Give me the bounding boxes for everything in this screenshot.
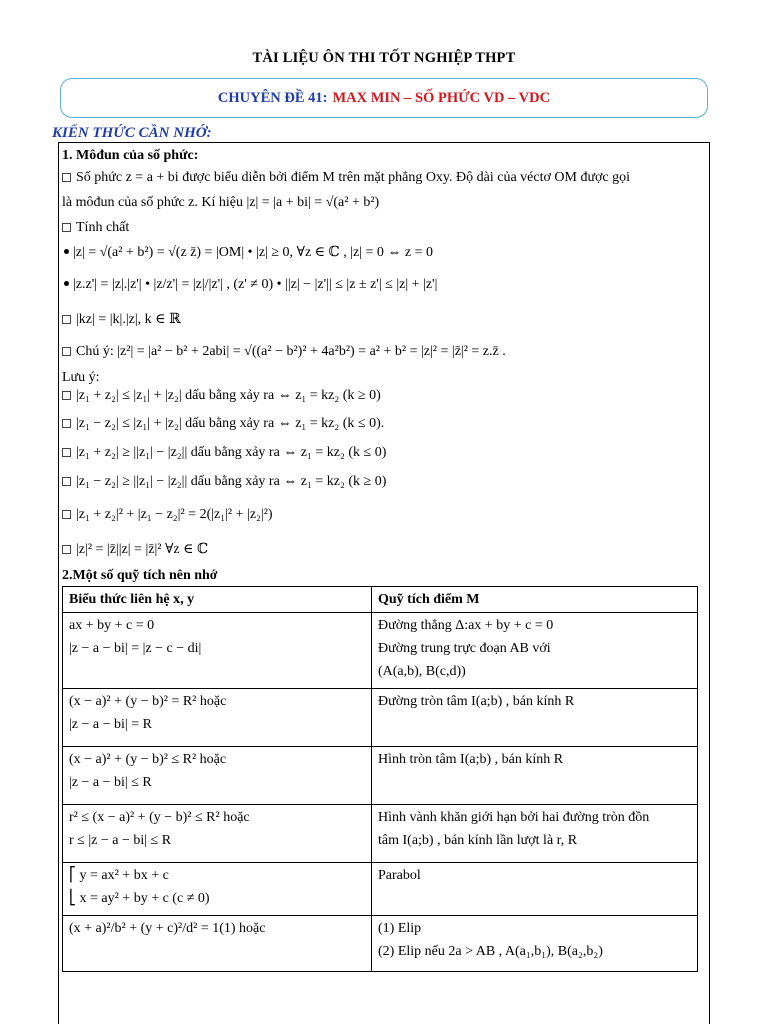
cell-line: Đường trung trực đoạn AB với — [378, 641, 551, 656]
properties-label: Tính chất — [62, 218, 129, 238]
table-header-cell: Quỹ tích điểm M — [372, 587, 698, 613]
remark-label: Lưu ý: — [62, 370, 100, 385]
chapter-banner — [60, 78, 708, 118]
cell-line: Hình vành khăn giới hạn bởi hai đường tròn đồn — [378, 810, 650, 825]
checkbox-bullet-icon — [62, 173, 71, 182]
checkbox-bullet-icon — [62, 347, 71, 356]
cell-line: (x − a)² + (y − b)² = R² hoặc — [69, 694, 227, 709]
cell-line: (A(a,b), B(c,d)) — [378, 664, 466, 679]
cell-line: ax + by + c = 0 — [69, 618, 155, 633]
table-cell — [63, 689, 372, 747]
cell-line: (x + a)²/b² + (y + c)²/d² = 1(1) hoặc — [69, 921, 266, 936]
bullet-dot-icon — [64, 249, 69, 254]
table-cell — [372, 689, 698, 747]
property-1: |z| = √(a² + b²) = √(z z̄) = |OM| • |z| ≥ 0, ∀z ∈ ℂ , |z| = 0 ⇔ z = 0 — [62, 243, 433, 263]
document-header: TÀI LIỆU ÔN THI TỐT NGHIỆP THPT — [252, 50, 516, 66]
table-cell — [372, 805, 698, 863]
remark-item: |z₁ + z₂|² + |z₁ − z₂|² = 2(|z₁|² + |z₂|²) — [62, 505, 273, 525]
table-row — [63, 863, 698, 916]
table-cell — [63, 805, 372, 863]
checkbox-bullet-icon — [62, 510, 71, 519]
table-cell — [372, 863, 698, 916]
part2-title: 2.Một số quỹ tích nên nhớ — [62, 568, 218, 583]
table-header-cell: Biểu thức liên hệ x, y — [63, 587, 372, 613]
checkbox-bullet-icon — [62, 223, 71, 232]
table-cell — [372, 613, 698, 689]
table-cell — [63, 747, 372, 805]
property-3: |kz| = |k|.|z|, k ∈ ℝ — [62, 310, 181, 330]
table-row — [63, 613, 698, 689]
cell-line: r ≤ |z − a − bi| ≤ R — [69, 833, 172, 848]
section-heading: KIẾN THỨC CẦN NHỚ: — [52, 125, 212, 141]
cell-line: Đường thẳng Δ:ax + by + c = 0 — [378, 618, 554, 633]
table-row — [63, 805, 698, 863]
locus-table — [62, 586, 698, 972]
part1-title: 1. Môđun của số phức: — [62, 148, 199, 163]
checkbox-bullet-icon — [62, 419, 71, 428]
remark-item: |z₁ − z₂| ≤ |z₁| + |z₂| dấu bằng xảy ra ⇔ z₁ = kz₂ (k ≤ 0). — [62, 414, 384, 434]
remark-item: |z₁ − z₂| ≥ ||z₁| − |z₂|| dấu bằng xảy ra ⇔ z₁ = kz₂ (k ≥ 0) — [62, 472, 386, 492]
table-row — [63, 689, 698, 747]
chapter-prefix: CHUYÊN ĐỀ 41: — [217, 89, 328, 106]
table-cell — [63, 916, 372, 972]
note-line: Chú ý: |z²| = |a² − b² + 2abi| = √((a² − b²)² + 4a²b²) = a² + b² = |z|² = |z̄|² = z.z̄ . — [62, 342, 506, 362]
chapter-title: MAX MIN – SỐ PHỨC VD – VDC — [332, 89, 551, 106]
checkbox-bullet-icon — [62, 391, 71, 400]
table-cell — [372, 916, 698, 972]
table-row — [63, 747, 698, 805]
table-row — [63, 916, 698, 972]
cell-line: Parabol — [378, 868, 421, 883]
cell-line: r² ≤ (x − a)² + (y − b)² ≤ R² hoặc — [69, 810, 250, 825]
table-cell — [372, 747, 698, 805]
cell-line: Đường tròn tâm I(a;b) , bán kính R — [378, 694, 575, 709]
cell-line: (x − a)² + (y − b)² ≤ R² hoặc — [69, 752, 227, 767]
remark-item: |z₁ + z₂| ≥ ||z₁| − |z₂|| dấu bằng xảy ra ⇔ z₁ = kz₂ (k ≤ 0) — [62, 443, 386, 463]
cell-line: ⎡ y = ax² + bx + c — [69, 868, 169, 883]
remark-item: |z₁ + z₂| ≤ |z₁| + |z₂| dấu bằng xảy ra ⇔ z₁ = kz₂ (k ≥ 0) — [62, 386, 381, 406]
cell-line: |z − a − bi| ≤ R — [69, 775, 152, 790]
checkbox-bullet-icon — [62, 315, 71, 324]
cell-line: tâm I(a;b) , bán kính lần lượt là r, R — [378, 833, 578, 848]
property-2: |z.z'| = |z|.|z'| • |z/z'| = |z|/|z'| , (z' ≠ 0) • ||z| − |z'|| ≤ |z ± z'| ≤ |z| + |z'| — [62, 275, 437, 295]
definition-line-2: là môđun của số phức z. Kí hiệu |z| = |a + bi| = √(a² + b²) — [62, 195, 380, 210]
table-cell — [63, 613, 372, 689]
bullet-dot-icon — [64, 281, 69, 286]
definition-line-1: Số phức z = a + bi được biểu diễn bởi điểm M trên mặt phẳng Oxy. Độ dài của véctơ OM được gọi — [62, 168, 630, 188]
table-cell — [63, 863, 372, 916]
checkbox-bullet-icon — [62, 477, 71, 486]
remark-item: |z|² = |z̄||z| = |z̄|² ∀z ∈ ℂ — [62, 540, 208, 560]
cell-line: Hình tròn tâm I(a;b) , bán kính R — [378, 752, 564, 767]
checkbox-bullet-icon — [62, 545, 71, 554]
cell-line: ⎣ x = ay² + by + c (c ≠ 0) — [69, 891, 210, 906]
cell-line: |z − a − bi| = R — [69, 717, 152, 732]
cell-line: |z − a − bi| = |z − c − di| — [69, 641, 202, 656]
cell-line: (2) Elip nếu 2a > AB , A(a₁,b₁), B(a₂,b₂) — [378, 944, 603, 959]
table-header-row — [63, 587, 698, 613]
cell-line: (1) Elip — [378, 921, 422, 936]
checkbox-bullet-icon — [62, 448, 71, 457]
